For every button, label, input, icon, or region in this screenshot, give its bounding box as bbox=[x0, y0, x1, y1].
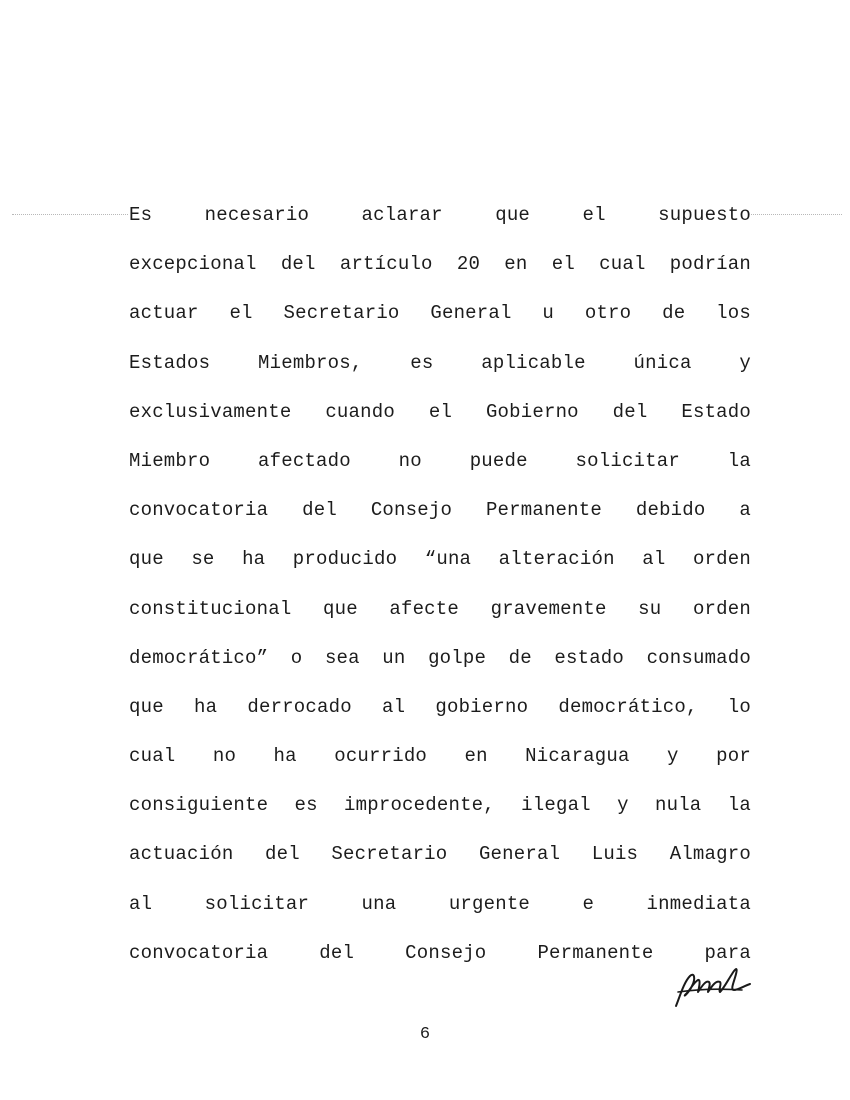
word: urgente bbox=[448, 892, 531, 915]
word: del bbox=[280, 253, 316, 276]
word: 20 bbox=[456, 253, 481, 276]
word: cuando bbox=[325, 400, 395, 423]
text-line bbox=[129, 397, 751, 446]
word: e bbox=[582, 892, 595, 915]
page-number: 6 bbox=[419, 1025, 431, 1044]
word: de bbox=[508, 646, 532, 669]
word: por bbox=[716, 745, 751, 768]
word: General bbox=[430, 302, 512, 325]
word: cual bbox=[599, 253, 646, 276]
word: podrían bbox=[669, 253, 751, 276]
text-line bbox=[129, 544, 751, 593]
word: lo bbox=[727, 695, 751, 718]
word: y bbox=[667, 745, 679, 768]
word: Secretario bbox=[331, 843, 448, 866]
word: Miembros, bbox=[258, 351, 363, 374]
word: se bbox=[191, 548, 215, 571]
text-line bbox=[129, 643, 751, 692]
word: para bbox=[704, 941, 751, 964]
word: al bbox=[642, 548, 666, 571]
word: del bbox=[264, 843, 300, 866]
text-line bbox=[129, 594, 751, 643]
word: Estado bbox=[681, 400, 751, 423]
body-paragraph bbox=[129, 200, 751, 987]
word: los bbox=[716, 302, 751, 325]
word: a bbox=[739, 499, 751, 522]
word: la bbox=[727, 449, 751, 472]
word: convocatoria bbox=[129, 499, 269, 522]
word: Almagro bbox=[669, 843, 751, 866]
word: Estados bbox=[129, 351, 211, 374]
word: golpe bbox=[428, 646, 487, 669]
word: del bbox=[612, 400, 648, 423]
word: que bbox=[495, 204, 531, 226]
word: democrático, bbox=[558, 695, 698, 718]
word: artículo bbox=[339, 253, 433, 276]
word: ha bbox=[193, 695, 218, 718]
text-line bbox=[129, 889, 751, 938]
handwritten-signature-icon bbox=[668, 960, 768, 1012]
word: puede bbox=[469, 449, 528, 472]
word: orden bbox=[692, 548, 751, 571]
word: solicitar bbox=[204, 892, 310, 915]
word: estado bbox=[554, 646, 625, 669]
word: derrocado bbox=[247, 695, 352, 718]
word: “una bbox=[424, 548, 472, 571]
word: alteración bbox=[498, 548, 615, 571]
word: producido bbox=[292, 548, 398, 571]
word: que bbox=[323, 597, 358, 620]
word: sea bbox=[324, 646, 360, 669]
text-line bbox=[129, 298, 751, 347]
word: actuación bbox=[129, 843, 234, 866]
word: orden bbox=[692, 597, 751, 620]
word: afecte bbox=[389, 597, 459, 620]
text-line bbox=[129, 348, 751, 397]
text-line bbox=[129, 741, 751, 790]
word: gravemente bbox=[490, 597, 607, 620]
word: del bbox=[319, 941, 355, 964]
text-line bbox=[129, 790, 751, 839]
word: Miembro bbox=[129, 449, 211, 472]
word: es bbox=[410, 351, 434, 374]
word: al bbox=[381, 695, 406, 718]
word: en bbox=[464, 745, 488, 768]
word: ha bbox=[273, 745, 297, 768]
word: necesario bbox=[204, 204, 310, 226]
word: su bbox=[638, 597, 662, 620]
word: y bbox=[617, 794, 629, 817]
word: debido bbox=[635, 499, 706, 522]
word: consumado bbox=[646, 646, 751, 669]
text-line bbox=[129, 839, 751, 888]
word: nula bbox=[655, 794, 702, 817]
word: excepcional bbox=[129, 253, 257, 276]
word: única bbox=[633, 351, 692, 374]
word: la bbox=[727, 794, 751, 817]
word: Consejo bbox=[405, 941, 487, 964]
word: en bbox=[504, 253, 528, 276]
word: inmediata bbox=[646, 892, 751, 915]
word: y bbox=[739, 351, 751, 374]
word: una bbox=[361, 892, 397, 915]
word: afectado bbox=[258, 449, 351, 472]
text-line bbox=[129, 692, 751, 741]
text-line bbox=[129, 200, 751, 249]
word: Permanente bbox=[537, 941, 654, 964]
word: convocatoria bbox=[129, 941, 269, 964]
word: o bbox=[290, 646, 303, 669]
word: supuesto bbox=[658, 204, 751, 226]
text-line bbox=[129, 938, 751, 987]
text-line bbox=[129, 446, 751, 495]
text-line bbox=[129, 249, 751, 298]
word: Es bbox=[129, 204, 153, 226]
word: Gobierno bbox=[485, 400, 579, 423]
word: ocurrido bbox=[334, 745, 428, 768]
word: otro bbox=[584, 302, 632, 325]
word: constitucional bbox=[129, 597, 292, 620]
word: Permanente bbox=[485, 499, 602, 522]
word: de bbox=[662, 302, 686, 325]
text-line bbox=[129, 495, 751, 544]
word: solicitar bbox=[575, 449, 680, 472]
word: exclusivamente bbox=[129, 400, 292, 423]
word: aclarar bbox=[361, 204, 443, 226]
word: cual bbox=[129, 745, 176, 768]
word: que bbox=[129, 548, 164, 571]
word: aplicable bbox=[481, 351, 586, 374]
word: al bbox=[129, 892, 153, 915]
word: u bbox=[542, 302, 555, 325]
word: gobierno bbox=[435, 695, 529, 718]
word: del bbox=[302, 499, 337, 522]
word: no bbox=[398, 449, 422, 472]
word: consiguiente bbox=[129, 794, 269, 817]
word: el bbox=[229, 302, 253, 325]
word: es bbox=[294, 794, 318, 817]
word: que bbox=[129, 695, 164, 718]
word: democrático” bbox=[129, 646, 269, 669]
word: ha bbox=[242, 548, 266, 571]
word: General bbox=[478, 843, 561, 866]
word: Luis bbox=[591, 843, 639, 866]
word: improcedente, bbox=[344, 794, 495, 817]
word: el bbox=[428, 400, 453, 423]
word: actuar bbox=[129, 302, 199, 325]
word: el bbox=[582, 204, 606, 226]
word: Secretario bbox=[283, 302, 400, 325]
word: Nicaragua bbox=[525, 745, 630, 768]
word: no bbox=[212, 745, 237, 768]
word: un bbox=[382, 646, 406, 669]
word: ilegal bbox=[521, 794, 591, 817]
word: Consejo bbox=[370, 499, 453, 522]
word: el bbox=[551, 253, 575, 276]
